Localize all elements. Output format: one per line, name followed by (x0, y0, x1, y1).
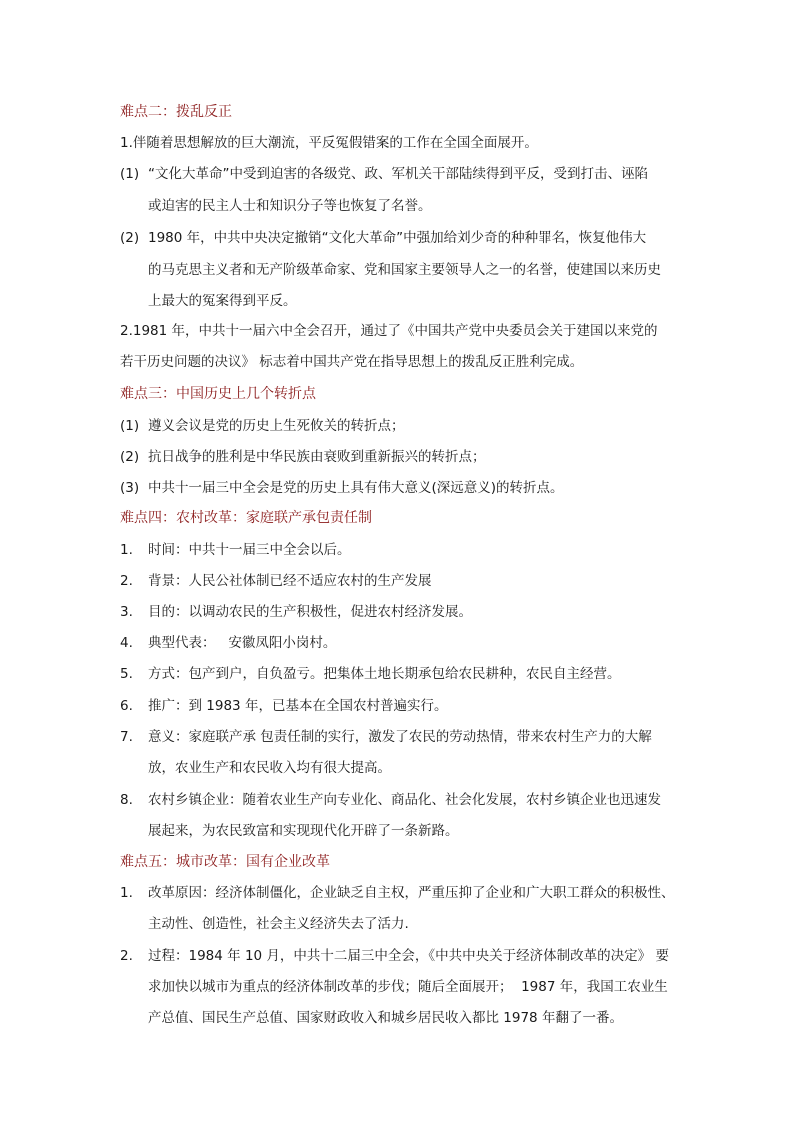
item-text: 放，农业生产和农民收入均有很大提高。 (148, 760, 391, 776)
paragraph-1: 1.伴随着思想解放的巨大潮流，平反冤假错案的工作在全国全面展开。 (120, 135, 538, 151)
item-number: 6. (120, 698, 133, 714)
item-text: 或迫害的民主人士和知识分子等也恢复了名誉。 (148, 198, 432, 214)
item-text: 中共十一届三中全会是党的历史上具有伟大意义(深远意义)的转折点。 (148, 480, 564, 496)
item-text: 意义：家庭联产承 包责任制的实行，激发了农民的劳动热情，带来农村生产力的大解 (148, 729, 652, 745)
paragraph-2: 2.1981 年，中共十一届六中全会召开，通过了《中国共产党中央委员会关于建国以来党的 (120, 323, 658, 339)
item-text: 过程：1984 年 10 月，中共十二届三中全会，《中共中央关于经济体制改革的决定》 要 (148, 948, 669, 964)
item-text: 产总值、国民生产总值、国家财政收入和城乡居民收入都比 1978 年翻了一番。 (148, 1010, 623, 1026)
item-text: 的马克思主义者和无产阶级革命家、党和国家主要领导人之一的名誉，使建国以来历史 (148, 262, 661, 278)
section-heading-4: 难点四：农村改革：家庭联产承包责任制 (120, 510, 372, 526)
item-text: 展起来，为农民致富和实现现代化开辟了一条新路。 (148, 823, 459, 839)
item-number: 5. (120, 666, 133, 682)
item-text: 求加快以城市为重点的经济体制改革的步伐；随后全面展开； 1987 年，我国工农业生 (148, 979, 668, 995)
item-text: 时间：中共十一届三中全会以后。 (148, 542, 351, 558)
item-number: (1) (120, 418, 140, 434)
item-text: 改革原因：经济体制僵化，企业缺乏自主权，严重压抑了企业和广大职工群众的积极性、 (148, 885, 675, 901)
item-text: 遵义会议是党的历史上生死攸关的转折点； (148, 418, 405, 434)
item-number: 1. (120, 885, 133, 901)
section-heading-2: 难点二：拨乱反正 (120, 104, 232, 120)
item-number: 3. (120, 604, 133, 620)
item-text: 抗日战争的胜利是中华民族由衰败到重新振兴的转折点； (148, 449, 486, 465)
item-text: 1980 年，中共中央决定撤销“文化大革命”中强加给刘少奇的种种罪名，恢复他伟大 (148, 230, 647, 246)
item-number: (2) (120, 230, 140, 246)
item-number: (1) (120, 166, 140, 182)
item-text: 典型代表： 安徽凤阳小岗村。 (148, 635, 337, 651)
item-number: 4. (120, 635, 133, 651)
item-text: 目的：以调动农民的生产积极性，促进农村经济发展。 (148, 604, 472, 620)
item-number: (3) (120, 480, 140, 496)
item-text: 主动性、创造性，社会主义经济失去了活力. (148, 916, 409, 932)
item-number: (2) (120, 449, 140, 465)
item-text: 背景：人民公社体制已经不适应农村的生产发展 (148, 573, 432, 589)
item-text: 上最大的冤案得到平反。 (148, 293, 297, 309)
item-text: 推广：到 1983 年，已基本在全国农村普遍实行。 (148, 698, 448, 714)
item-number: 7. (120, 729, 133, 745)
section-heading-5: 难点五：城市改革：国有企业改革 (120, 854, 330, 870)
item-number: 2. (120, 948, 133, 964)
item-text: “文化大革命”中受到迫害的各级党、政、军机关干部陆续得到平反，受到打击、诬陷 (148, 166, 648, 182)
item-number: 1. (120, 542, 133, 558)
section-heading-3: 难点三：中国历史上几个转折点 (120, 386, 316, 402)
item-text: 农村乡镇企业：随着农业生产向专业化、商品化、社会化发展，农村乡镇企业也迅速发 (148, 792, 661, 808)
item-text: 方式：包产到户，自负盈亏。把集体土地长期承包给农民耕种，农民自主经营。 (148, 666, 621, 682)
item-number: 2. (120, 573, 133, 589)
item-number: 8. (120, 792, 133, 808)
paragraph-2: 若干历史问题的决议》 标志着中国共产党在指导思想上的拨乱反正胜利完成。 (120, 354, 584, 370)
